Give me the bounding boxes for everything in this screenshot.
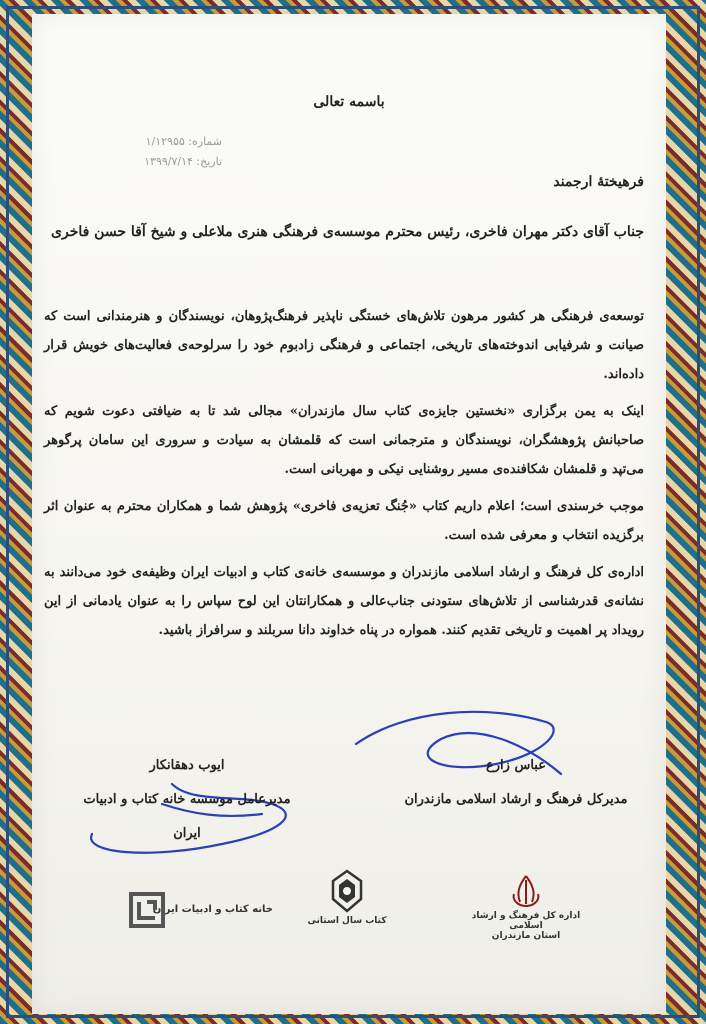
- book-of-year-logo: [302, 869, 392, 926]
- logo-caption: خانه کتاب و ادبیات ایران: [152, 904, 273, 915]
- book-house-logo: [127, 880, 277, 915]
- ornament-icon: [325, 869, 369, 913]
- number-row: [72, 132, 222, 152]
- date-value: ۱۳۹۹/۷/۱۴: [144, 155, 193, 168]
- date-row: [72, 152, 222, 172]
- addressee: جناب آقای دکتر مهران فاخری، رئیس محترم موسسه‌ی فرهنگی هنری ملاعلی و شیخ آقا حسن فاخری: [51, 224, 644, 240]
- body-paragraph: اداره‌ی کل فرهنگ و ارشاد اسلامی مازندران و موسسه‌ی خانه‌ی کتاب و ادبیات ایران وظیفه‌ی خود می‌دانند به نشانه‌ی قدرشناسی از تلاش‌های ستودنی جناب‌عالی و همکارانتان این لوح سپاس را به عنوان یادمانی از این رویداد پر اهمیت و تاریخی تقدیم کنند. همواره در پناه خداوند دانا سربلند و سرافراز باشید.: [44, 565, 644, 638]
- letter-body: [44, 302, 644, 653]
- number-label: شماره:: [188, 135, 222, 148]
- emblem-icon: [506, 874, 546, 908]
- certificate-page: [32, 14, 666, 1014]
- salutation: فرهیختهٔ ارجمند: [553, 174, 644, 190]
- signatory-title: مدیرعامل موسسه خانه کتاب و ادبیات ایران: [83, 792, 291, 841]
- body-paragraph: توسعه‌ی فرهنگی هر کشور مرهون تلاش‌های خستگی ناپذیر فرهنگ‌پژوهان، نویسندگان و هنرمندانی است که صیانت و شرفیابی اندوخته‌های تاریخی، اجتماعی و فرهنگی زادبوم خود را سرلوحه‌ی فعالیت‌های خویش قرار داده‌اند.: [44, 309, 644, 382]
- signatory-right: [386, 749, 646, 817]
- ministry-logo: [466, 874, 586, 941]
- signatory-left: [72, 749, 302, 851]
- signatory-title: مدیرکل فرهنگ و ارشاد اسلامی مازندران: [404, 792, 628, 807]
- logo-line-2: استان مازندران: [491, 931, 561, 941]
- signatory-name: ایوب دهقانکار: [149, 758, 225, 773]
- body-paragraph: موجب خرسندی است؛ اعلام داریم کتاب «جُنگ تعزیه‌ی فاخری» پژوهش شما و همکاران محترم به عنوان اثر برگزیده انتخاب و معرفی شده است.: [44, 499, 644, 543]
- body-paragraph: اینک به یمن برگزاری «نخستین جایزه‌ی کتاب سال مازندران» مجالی شد تا به ضیافتی دعوت شویم که صاحبانش پژوهشگران، نویسندگان و مترجمانی است که قلمشان به سیادت و سروری این سامان پرگوهر می‌تپد و قلمشان شکافنده‌ی مسیر روشنایی نیکی و مهربانی است.: [44, 404, 644, 477]
- letter-heading: باسمه تعالی: [313, 94, 385, 110]
- book-house-icon: [127, 890, 167, 930]
- logo-line-1: اداره کل فرهنگ و ارشاد اسلامی: [471, 911, 581, 931]
- logos-row: [32, 874, 666, 964]
- number-value: ۱/۱۲۹۵۵: [145, 135, 185, 148]
- logo-caption: کتاب سال استانی: [307, 916, 387, 926]
- date-label: تاریخ:: [196, 155, 222, 168]
- signatory-name: عباس زارع: [486, 758, 546, 773]
- letter-meta: [72, 132, 222, 172]
